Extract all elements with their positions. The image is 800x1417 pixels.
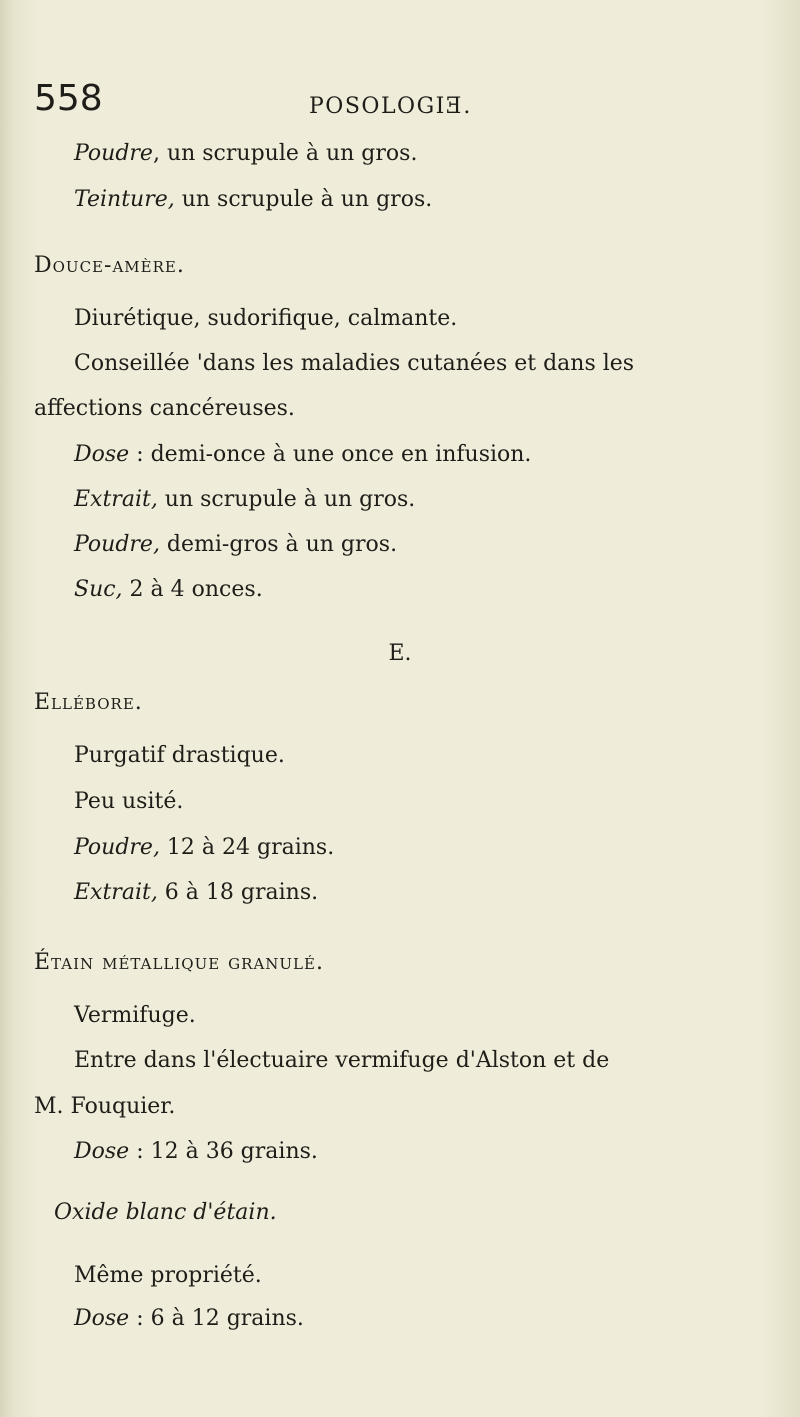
heading-etain: Étain métallique granulé.	[34, 950, 324, 975]
entry-text: : 12 à 36 grains.	[129, 1139, 318, 1164]
entry-text: un scrupule à un gros.	[157, 487, 416, 512]
heading-ellebore: Ellébore.	[34, 690, 143, 715]
entry-line	[74, 141, 417, 166]
composition-line: Entre dans l'électuaire vermifuge d'Alston et de	[74, 1048, 610, 1073]
properties-line: Purgatif drastique.	[74, 743, 285, 768]
entry-term: Dose	[74, 442, 130, 467]
entry-term: Suc,	[74, 577, 123, 602]
entry-line	[74, 532, 397, 557]
entry-term: Teinture,	[74, 187, 175, 212]
entry-text: 6 à 18 grains.	[157, 880, 319, 905]
entry-line	[74, 1139, 318, 1164]
entry-term: Extrait,	[74, 487, 158, 512]
advice-line: affections cancéreuses.	[34, 396, 295, 421]
heading-douce-amere: Douce-amère.	[34, 253, 185, 278]
entry-text: , un scrupule à un gros.	[152, 141, 418, 166]
entry-term: Poudre,	[74, 835, 160, 860]
properties-line: Diurétique, sudorifique, calmante.	[74, 306, 458, 331]
entry-text: demi-gros à un gros.	[159, 532, 398, 557]
properties-line: Même propriété.	[74, 1263, 262, 1288]
page-number: 558	[34, 78, 103, 119]
entry-text: : demi-once à une once en infusion.	[129, 442, 532, 467]
composition-line: M. Fouquier.	[34, 1094, 176, 1119]
entry-term: Dose	[74, 1139, 130, 1164]
entry-text: 2 à 4 onces.	[122, 577, 263, 602]
page-header	[34, 78, 774, 118]
entry-line	[74, 577, 263, 602]
usage-line: Peu usité.	[74, 789, 184, 814]
entry-term: Dose	[74, 1306, 130, 1331]
entry-line	[74, 880, 318, 905]
advice-line: Conseillée 'dans les maladies cutanées et dans les	[74, 351, 635, 376]
properties-line: Vermifuge.	[74, 1003, 196, 1028]
entry-line	[74, 835, 334, 860]
entry-line	[74, 187, 432, 212]
heading-oxide: Oxide blanc d'étain.	[54, 1200, 277, 1225]
section-letter: E.	[388, 641, 412, 666]
entry-term: Poudre	[74, 141, 153, 166]
running-title: POSOLOGIƎ.	[309, 94, 472, 119]
entry-text: 12 à 24 grains.	[159, 835, 335, 860]
entry-term: Extrait,	[74, 880, 158, 905]
entry-text: : 6 à 12 grains.	[129, 1306, 304, 1331]
entry-term: Poudre,	[74, 532, 160, 557]
entry-line	[74, 487, 415, 512]
entry-line	[74, 1306, 304, 1331]
entry-text: un scrupule à un gros.	[174, 187, 433, 212]
entry-line	[74, 442, 531, 467]
